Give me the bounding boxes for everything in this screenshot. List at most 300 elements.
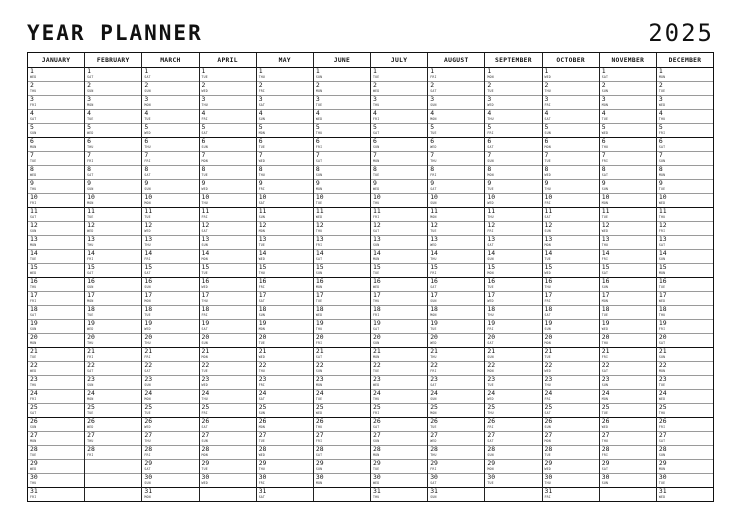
day-cell[interactable] [257,68,313,82]
day-cell[interactable] [28,194,84,208]
day-cell[interactable] [200,194,256,208]
day-cell[interactable] [142,292,198,306]
day-cell[interactable] [600,278,656,292]
day-cell[interactable] [543,418,599,432]
day-cell[interactable] [485,488,541,501]
day-cell[interactable] [485,334,541,348]
day-cell[interactable] [485,138,541,152]
day-cell[interactable] [314,236,370,250]
day-cell[interactable] [371,334,427,348]
day-cell[interactable] [85,82,141,96]
day-cell[interactable] [543,166,599,180]
day-cell[interactable] [200,460,256,474]
day-cell[interactable] [85,292,141,306]
day-cell[interactable] [485,376,541,390]
day-cell[interactable] [485,306,541,320]
day-cell[interactable] [600,180,656,194]
day-cell[interactable] [371,460,427,474]
day-cell[interactable] [657,348,713,362]
day-cell[interactable] [314,292,370,306]
day-cell[interactable] [600,138,656,152]
day-cell[interactable] [257,320,313,334]
day-cell[interactable] [200,96,256,110]
day-cell[interactable] [600,306,656,320]
day-cell[interactable] [200,264,256,278]
day-cell[interactable] [28,404,84,418]
day-cell[interactable] [600,250,656,264]
day-cell[interactable] [371,278,427,292]
day-cell[interactable] [28,110,84,124]
day-cell[interactable] [657,404,713,418]
day-cell[interactable] [371,250,427,264]
day-cell[interactable] [85,320,141,334]
day-cell[interactable] [543,404,599,418]
day-cell[interactable] [142,460,198,474]
day-cell[interactable] [543,362,599,376]
day-cell[interactable] [371,432,427,446]
day-cell[interactable] [657,96,713,110]
day-cell[interactable] [600,264,656,278]
day-cell[interactable] [142,208,198,222]
day-cell[interactable] [28,180,84,194]
day-cell[interactable] [543,334,599,348]
day-cell[interactable] [28,418,84,432]
day-cell[interactable] [85,306,141,320]
day-cell[interactable] [257,334,313,348]
day-cell[interactable] [371,488,427,501]
day-cell[interactable] [543,278,599,292]
day-cell[interactable] [28,264,84,278]
day-cell[interactable] [600,334,656,348]
day-cell[interactable] [428,110,484,124]
day-cell[interactable] [600,222,656,236]
day-cell[interactable] [200,236,256,250]
day-cell[interactable] [200,320,256,334]
day-cell[interactable] [600,474,656,488]
day-cell[interactable] [428,194,484,208]
day-cell[interactable] [28,250,84,264]
day-cell[interactable] [657,474,713,488]
day-cell[interactable] [257,124,313,138]
day-cell[interactable] [371,166,427,180]
day-cell[interactable] [657,264,713,278]
day-cell[interactable] [314,278,370,292]
day-cell[interactable] [543,376,599,390]
day-cell[interactable] [485,110,541,124]
day-cell[interactable] [28,96,84,110]
day-cell[interactable] [257,180,313,194]
day-cell[interactable] [85,474,141,488]
day-cell[interactable] [257,348,313,362]
day-cell[interactable] [85,376,141,390]
day-cell[interactable] [142,68,198,82]
day-cell[interactable] [428,236,484,250]
day-cell[interactable] [657,460,713,474]
day-cell[interactable] [28,320,84,334]
day-cell[interactable] [85,222,141,236]
day-cell[interactable] [85,278,141,292]
day-cell[interactable] [314,208,370,222]
day-cell[interactable] [257,138,313,152]
day-cell[interactable] [314,418,370,432]
day-cell[interactable] [657,376,713,390]
day-cell[interactable] [428,124,484,138]
day-cell[interactable] [200,488,256,501]
day-cell[interactable] [543,446,599,460]
day-cell[interactable] [543,250,599,264]
day-cell[interactable] [428,152,484,166]
day-cell[interactable] [371,404,427,418]
day-cell[interactable] [371,194,427,208]
day-cell[interactable] [200,334,256,348]
day-cell[interactable] [371,362,427,376]
day-cell[interactable] [657,236,713,250]
day-cell[interactable] [142,278,198,292]
day-cell[interactable] [257,488,313,501]
day-cell[interactable] [257,390,313,404]
day-cell[interactable] [257,362,313,376]
day-cell[interactable] [657,390,713,404]
day-cell[interactable] [485,278,541,292]
day-cell[interactable] [485,250,541,264]
day-cell[interactable] [485,236,541,250]
day-cell[interactable] [314,194,370,208]
day-cell[interactable] [85,180,141,194]
day-cell[interactable] [257,278,313,292]
day-cell[interactable] [85,418,141,432]
day-cell[interactable] [142,152,198,166]
day-cell[interactable] [543,236,599,250]
day-cell[interactable] [200,432,256,446]
day-cell[interactable] [85,446,141,460]
day-cell[interactable] [428,446,484,460]
day-cell[interactable] [657,446,713,460]
day-cell[interactable] [257,194,313,208]
day-cell[interactable] [314,264,370,278]
day-cell[interactable] [200,376,256,390]
day-cell[interactable] [657,488,713,501]
day-cell[interactable] [428,96,484,110]
day-cell[interactable] [543,96,599,110]
day-cell[interactable] [314,152,370,166]
day-cell[interactable] [200,362,256,376]
day-cell[interactable] [543,488,599,501]
day-cell[interactable] [428,222,484,236]
day-cell[interactable] [142,236,198,250]
day-cell[interactable] [428,68,484,82]
day-cell[interactable] [257,236,313,250]
day-cell[interactable] [428,180,484,194]
day-cell[interactable] [657,152,713,166]
day-cell[interactable] [28,278,84,292]
day-cell[interactable] [657,124,713,138]
day-cell[interactable] [314,96,370,110]
day-cell[interactable] [28,68,84,82]
day-cell[interactable] [142,348,198,362]
day-cell[interactable] [543,68,599,82]
day-cell[interactable] [543,222,599,236]
day-cell[interactable] [142,488,198,501]
day-cell[interactable] [200,124,256,138]
day-cell[interactable] [657,418,713,432]
day-cell[interactable] [142,320,198,334]
day-cell[interactable] [600,460,656,474]
day-cell[interactable] [485,418,541,432]
day-cell[interactable] [485,320,541,334]
day-cell[interactable] [371,376,427,390]
day-cell[interactable] [428,418,484,432]
day-cell[interactable] [600,68,656,82]
day-cell[interactable] [428,250,484,264]
day-cell[interactable] [485,96,541,110]
day-cell[interactable] [28,138,84,152]
day-cell[interactable] [657,292,713,306]
day-cell[interactable] [428,404,484,418]
day-cell[interactable] [428,208,484,222]
day-cell[interactable] [371,292,427,306]
day-cell[interactable] [600,110,656,124]
day-cell[interactable] [428,278,484,292]
day-cell[interactable] [28,488,84,501]
day-cell[interactable] [485,404,541,418]
day-cell[interactable] [314,82,370,96]
day-cell[interactable] [485,474,541,488]
day-cell[interactable] [142,306,198,320]
day-cell[interactable] [428,488,484,501]
day-cell[interactable] [200,292,256,306]
day-cell[interactable] [543,208,599,222]
day-cell[interactable] [543,348,599,362]
day-cell[interactable] [257,418,313,432]
day-cell[interactable] [200,208,256,222]
day-cell[interactable] [200,306,256,320]
day-cell[interactable] [314,348,370,362]
day-cell[interactable] [142,110,198,124]
day-cell[interactable] [200,404,256,418]
day-cell[interactable] [428,138,484,152]
day-cell[interactable] [314,124,370,138]
day-cell[interactable] [371,138,427,152]
day-cell[interactable] [142,222,198,236]
day-cell[interactable] [657,166,713,180]
day-cell[interactable] [28,348,84,362]
day-cell[interactable] [85,348,141,362]
day-cell[interactable] [142,376,198,390]
day-cell[interactable] [85,110,141,124]
day-cell[interactable] [485,362,541,376]
day-cell[interactable] [657,334,713,348]
day-cell[interactable] [657,138,713,152]
day-cell[interactable] [543,474,599,488]
day-cell[interactable] [600,376,656,390]
day-cell[interactable] [257,208,313,222]
day-cell[interactable] [142,446,198,460]
day-cell[interactable] [600,124,656,138]
day-cell[interactable] [428,264,484,278]
day-cell[interactable] [314,460,370,474]
day-cell[interactable] [657,278,713,292]
day-cell[interactable] [371,152,427,166]
day-cell[interactable] [428,166,484,180]
day-cell[interactable] [543,124,599,138]
day-cell[interactable] [314,320,370,334]
day-cell[interactable] [371,124,427,138]
day-cell[interactable] [200,418,256,432]
day-cell[interactable] [485,124,541,138]
day-cell[interactable] [428,474,484,488]
day-cell[interactable] [85,404,141,418]
day-cell[interactable] [485,222,541,236]
day-cell[interactable] [314,404,370,418]
day-cell[interactable] [314,180,370,194]
day-cell[interactable] [600,488,656,501]
day-cell[interactable] [28,474,84,488]
day-cell[interactable] [600,96,656,110]
day-cell[interactable] [657,432,713,446]
day-cell[interactable] [257,376,313,390]
day-cell[interactable] [142,124,198,138]
day-cell[interactable] [28,432,84,446]
day-cell[interactable] [485,390,541,404]
day-cell[interactable] [85,96,141,110]
day-cell[interactable] [257,110,313,124]
day-cell[interactable] [371,208,427,222]
day-cell[interactable] [543,292,599,306]
day-cell[interactable] [142,474,198,488]
day-cell[interactable] [314,488,370,501]
day-cell[interactable] [257,82,313,96]
day-cell[interactable] [543,110,599,124]
day-cell[interactable] [600,362,656,376]
day-cell[interactable] [543,432,599,446]
day-cell[interactable] [200,180,256,194]
day-cell[interactable] [200,82,256,96]
day-cell[interactable] [485,152,541,166]
day-cell[interactable] [200,250,256,264]
day-cell[interactable] [657,250,713,264]
day-cell[interactable] [485,194,541,208]
day-cell[interactable] [200,348,256,362]
day-cell[interactable] [543,194,599,208]
day-cell[interactable] [28,222,84,236]
day-cell[interactable] [485,446,541,460]
day-cell[interactable] [314,446,370,460]
day-cell[interactable] [257,460,313,474]
day-cell[interactable] [142,138,198,152]
day-cell[interactable] [600,404,656,418]
day-cell[interactable] [314,432,370,446]
day-cell[interactable] [200,446,256,460]
day-cell[interactable] [543,390,599,404]
day-cell[interactable] [85,208,141,222]
day-cell[interactable] [371,180,427,194]
day-cell[interactable] [485,348,541,362]
day-cell[interactable] [371,68,427,82]
day-cell[interactable] [200,110,256,124]
day-cell[interactable] [314,376,370,390]
day-cell[interactable] [600,152,656,166]
day-cell[interactable] [485,432,541,446]
day-cell[interactable] [257,152,313,166]
day-cell[interactable] [85,264,141,278]
day-cell[interactable] [28,334,84,348]
day-cell[interactable] [371,474,427,488]
day-cell[interactable] [428,82,484,96]
day-cell[interactable] [85,488,141,501]
day-cell[interactable] [485,180,541,194]
day-cell[interactable] [428,320,484,334]
day-cell[interactable] [600,82,656,96]
day-cell[interactable] [200,152,256,166]
day-cell[interactable] [28,124,84,138]
day-cell[interactable] [600,236,656,250]
day-cell[interactable] [85,138,141,152]
day-cell[interactable] [85,390,141,404]
day-cell[interactable] [314,68,370,82]
day-cell[interactable] [142,404,198,418]
day-cell[interactable] [200,278,256,292]
day-cell[interactable] [142,432,198,446]
day-cell[interactable] [543,460,599,474]
day-cell[interactable] [600,390,656,404]
day-cell[interactable] [428,376,484,390]
day-cell[interactable] [371,320,427,334]
day-cell[interactable] [28,376,84,390]
day-cell[interactable] [142,362,198,376]
day-cell[interactable] [142,194,198,208]
day-cell[interactable] [485,68,541,82]
day-cell[interactable] [657,68,713,82]
day-cell[interactable] [257,404,313,418]
day-cell[interactable] [28,362,84,376]
day-cell[interactable] [485,460,541,474]
day-cell[interactable] [600,166,656,180]
day-cell[interactable] [257,292,313,306]
day-cell[interactable] [257,250,313,264]
day-cell[interactable] [257,96,313,110]
day-cell[interactable] [142,250,198,264]
day-cell[interactable] [543,82,599,96]
day-cell[interactable] [600,292,656,306]
day-cell[interactable] [200,68,256,82]
day-cell[interactable] [600,446,656,460]
day-cell[interactable] [85,432,141,446]
day-cell[interactable] [200,390,256,404]
day-cell[interactable] [85,362,141,376]
day-cell[interactable] [314,362,370,376]
day-cell[interactable] [28,152,84,166]
day-cell[interactable] [371,348,427,362]
day-cell[interactable] [657,194,713,208]
day-cell[interactable] [428,390,484,404]
day-cell[interactable] [428,306,484,320]
day-cell[interactable] [657,208,713,222]
day-cell[interactable] [142,264,198,278]
day-cell[interactable] [485,292,541,306]
day-cell[interactable] [200,474,256,488]
day-cell[interactable] [428,362,484,376]
day-cell[interactable] [314,166,370,180]
day-cell[interactable] [85,124,141,138]
day-cell[interactable] [257,166,313,180]
day-cell[interactable] [85,152,141,166]
day-cell[interactable] [257,432,313,446]
day-cell[interactable] [314,306,370,320]
day-cell[interactable] [28,166,84,180]
day-cell[interactable] [428,334,484,348]
day-cell[interactable] [257,222,313,236]
day-cell[interactable] [314,110,370,124]
